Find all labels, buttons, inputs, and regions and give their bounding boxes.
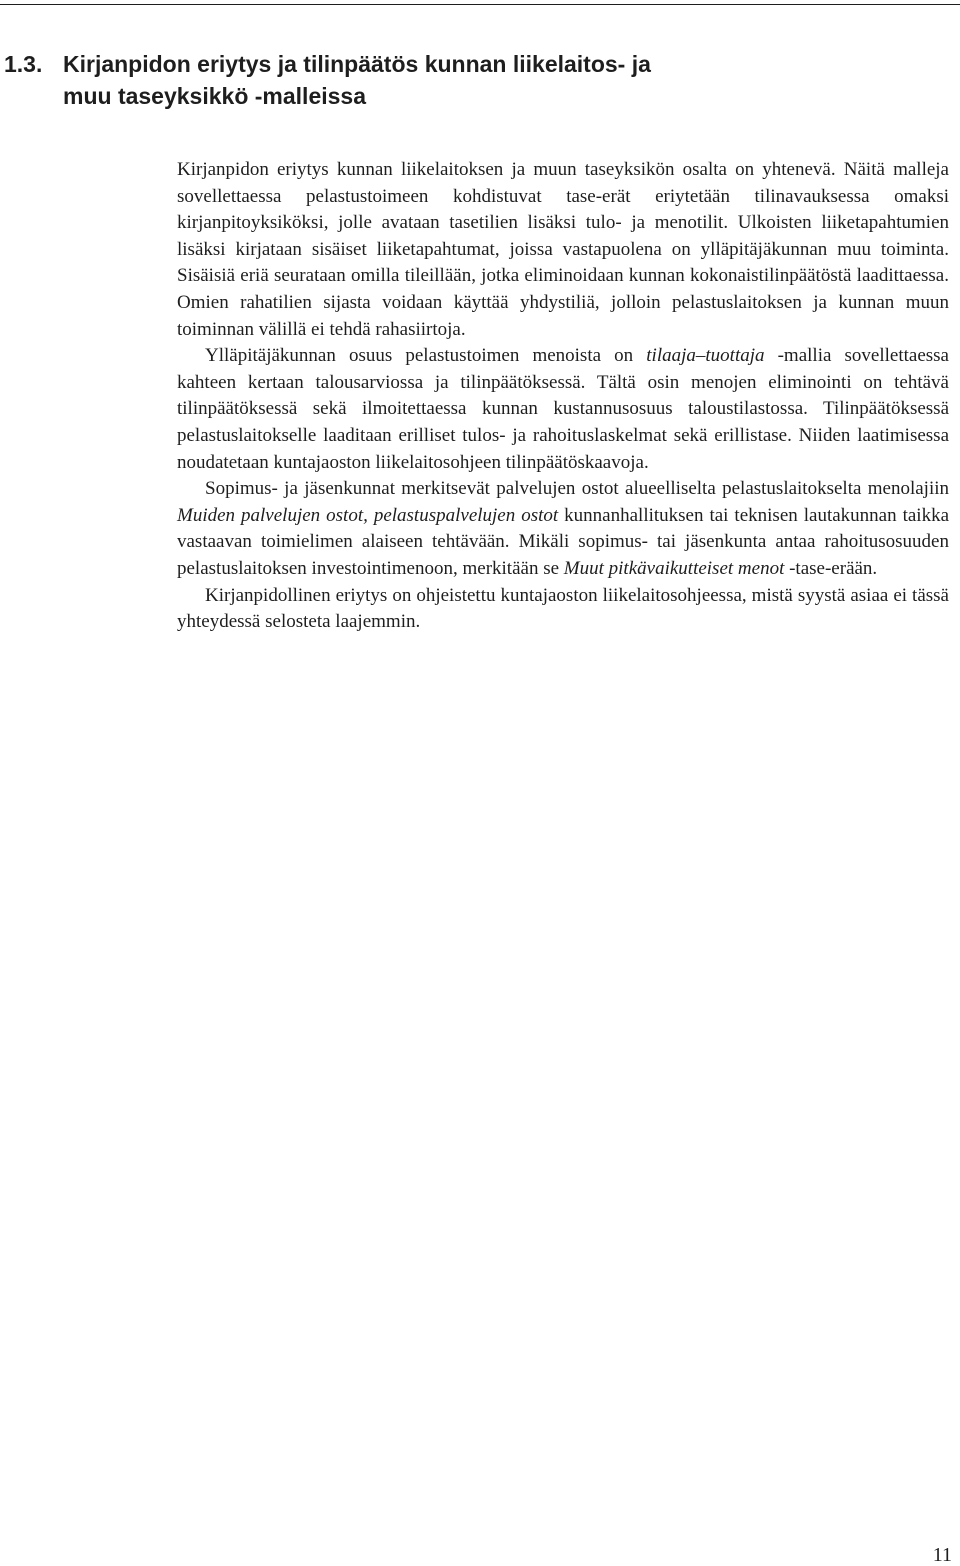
paragraph-2-italic-term: tilaaja–tuottaja xyxy=(646,345,765,367)
paragraph-3-text-b: kunnanhallituksen tai teknisen lautakunnan taikka vastaavan toimielimen alaiseen tehtävään. Mikäli sopimus- tai jäsenkunta antaa rahoitusosuuden pelastuslaitoksen investointimenoon, merkitään se xyxy=(177,504,949,579)
section-title xyxy=(63,48,763,112)
page-number: 11 xyxy=(932,1544,952,1566)
paragraph-3-text-c: -tase-erään. xyxy=(784,557,878,579)
paragraph-3-text-a: Sopimus- ja jäsenkunnat merkitsevät palvelujen ostot alueelliselta pelastuslaitokselta menolajiin xyxy=(205,478,949,500)
paragraph-3-italic-term-1: Muiden palvelujen ostot, pelastuspalvelujen ostot xyxy=(177,504,559,526)
paragraph-1: Kirjanpidon eriytys kunnan liikelaitoksen ja muun taseyksikön osalta on yhtenevä. Näitä malleja sovellettaessa pelastustoimeen kohdistuvat tase-erät eriytetään tilinavauksessa omaksi kirjanpitoyksiköksi, jolle avataan tasetilien lisäksi tulo- ja menotilit. Ulkoisten liiketapahtumien lisäksi kirjataan sisäiset liiketapahtumat, joissa vastapuolena on ylläpitäjäkunnan muu toiminta. Sisäisiä eriä seurataan omilla tileillään, jotka eliminoidaan kunnan kokonaistilinpäätöstä laadittaessa. Omien rahatilien sijasta voidaan käyttää yhdystiliä, jolloin pelastuslaitoksen ja kunnan muun toiminnan välillä ei tehdä rahasiirtoja. xyxy=(177,159,949,340)
paragraph-2-text-a: Ylläpitäjäkunnan osuus pelastustoimen menoista on xyxy=(205,345,647,367)
paragraph-3-italic-term-2: Muut pitkävaikutteiset menot xyxy=(563,557,785,579)
paragraph-2 xyxy=(177,343,949,476)
top-rule xyxy=(0,4,960,5)
section-number: 1.3. xyxy=(4,51,43,77)
paragraph-2-text-b: -mallia sovellettaessa kahteen kertaan talousarviossa ja tilinpäätöksessä. Tältä osin menojen eliminointi on tehtävä tilinpäätöksessä sekä ilmoitettaessa kunnan kustannusosuus taloustilastossa. Tilinpäätöksessä pelastuslaitokselle laaditaan erilliset tulos- ja rahoituslaskelmat sekä erillistase. Niiden laatimisessa noudatetaan kuntajaoston liikelaitosohjeen tilinpäätöskaavoja. xyxy=(177,345,949,473)
paragraph-4: Kirjanpidollinen eriytys on ohjeistettu kuntajaoston liikelaitosohjeessa, mistä syystä asiaa ei tässä yhteydessä selosteta laajemmin. xyxy=(177,584,949,633)
body-text xyxy=(177,157,949,636)
section-title-line-2: muu taseyksikkö -malleissa xyxy=(63,83,366,109)
section-title-line-1: Kirjanpidon eriytys ja tilinpäätös kunnan liikelaitos- ja xyxy=(63,51,651,77)
paragraph-3 xyxy=(177,476,949,582)
